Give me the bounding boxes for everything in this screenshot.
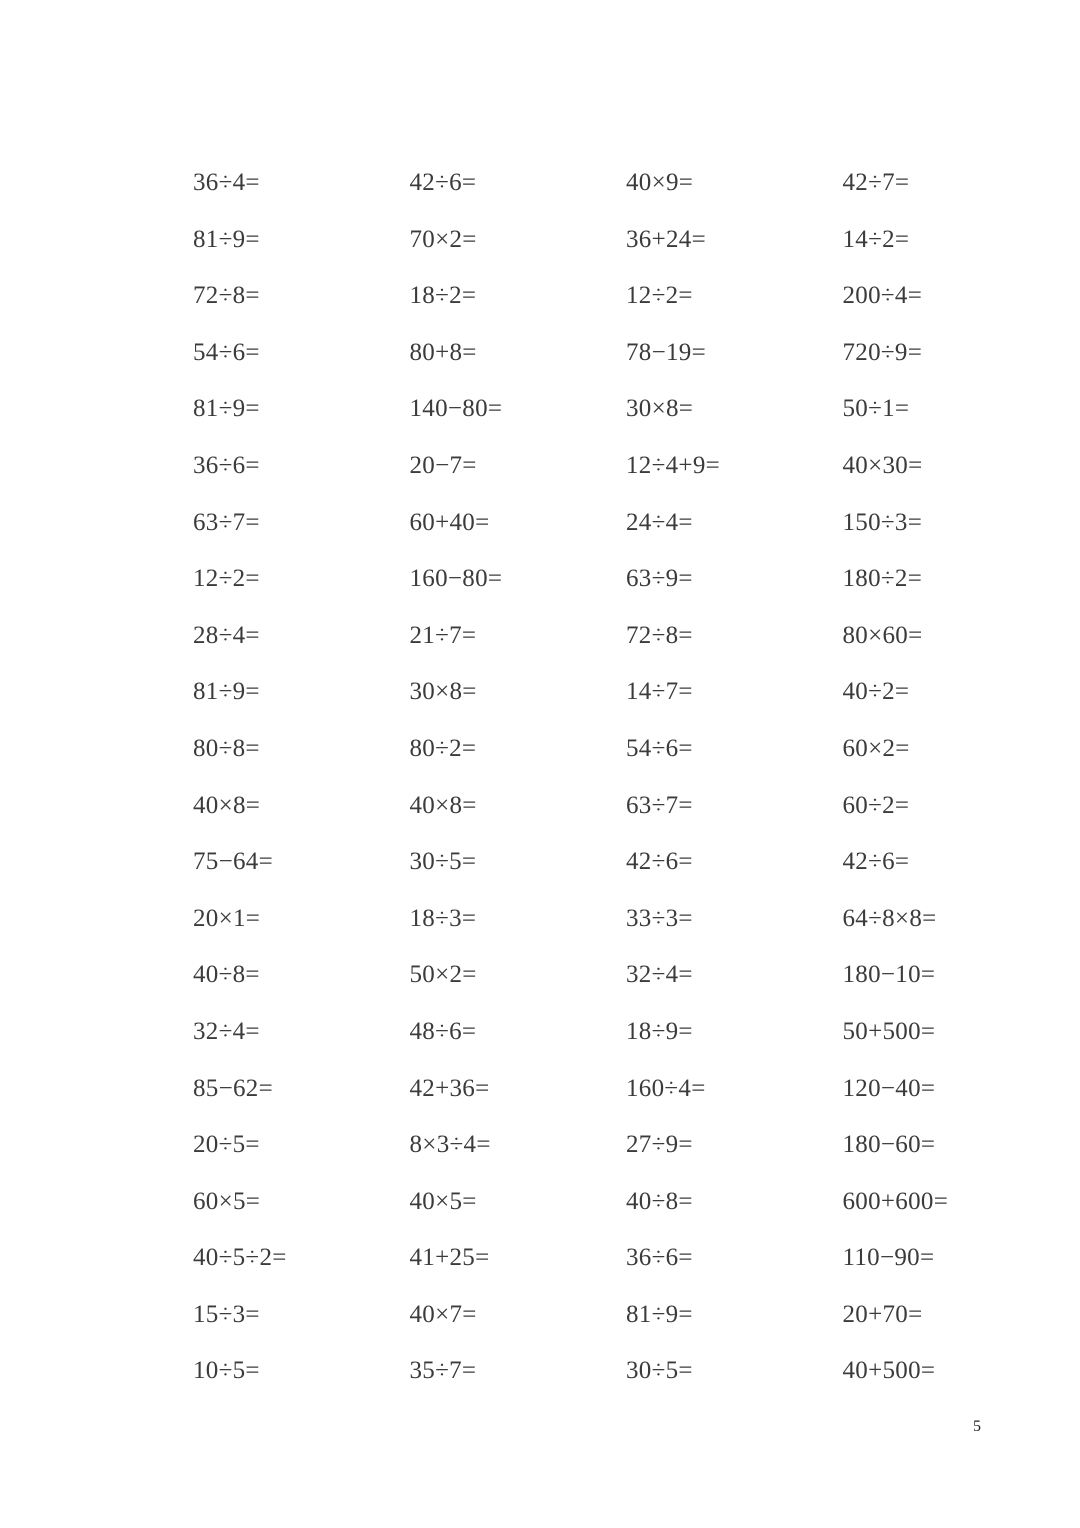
arithmetic-problem: 60+40= [409,508,490,536]
arithmetic-problem: 40×8= [409,791,477,819]
arithmetic-problem: 40×8= [193,791,261,819]
arithmetic-problem: 63÷7= [626,791,693,819]
arithmetic-problem: 600+600= [842,1187,949,1215]
arithmetic-problem: 10÷5= [193,1357,260,1385]
arithmetic-problem: 41+25= [409,1244,490,1272]
arithmetic-problem: 160÷4= [626,1074,706,1102]
arithmetic-problem: 110−90= [842,1244,935,1272]
arithmetic-problem: 30÷5= [626,1357,693,1385]
arithmetic-problem: 40×9= [626,169,694,196]
arithmetic-problem: 40÷2= [842,678,910,706]
arithmetic-problem: 36÷6= [626,1244,693,1272]
arithmetic-problem: 80÷2= [409,734,477,762]
arithmetic-problem: 63÷9= [626,565,693,593]
arithmetic-problem: 80+8= [409,338,477,366]
arithmetic-problem: 81÷9= [193,678,260,706]
arithmetic-problem: 12÷2= [626,282,693,310]
arithmetic-problem: 18÷3= [409,904,477,932]
arithmetic-problem: 27÷9= [626,1131,693,1159]
arithmetic-problem: 75−64= [193,848,273,876]
arithmetic-problem: 70×2= [409,225,477,253]
arithmetic-problem: 81÷9= [193,395,260,423]
page-number: 5 [973,1418,981,1435]
arithmetic-problem: 32÷4= [193,1017,260,1045]
arithmetic-problem: 85−62= [193,1074,273,1102]
arithmetic-problem: 60×5= [193,1187,261,1215]
arithmetic-problem: 15÷3= [193,1300,260,1328]
arithmetic-problem: 12÷2= [193,565,260,593]
arithmetic-problem: 63÷7= [193,508,260,536]
arithmetic-problem: 81÷9= [193,225,260,253]
arithmetic-problem: 36+24= [626,225,706,253]
arithmetic-problem: 50+500= [842,1017,936,1045]
arithmetic-problem: 21÷7= [409,621,477,649]
arithmetic-problem: 54÷6= [193,338,260,366]
arithmetic-problem: 42÷7= [842,169,910,196]
arithmetic-problem: 72÷8= [193,282,260,310]
arithmetic-problem: 24÷4= [626,508,693,536]
arithmetic-problem: 12÷4+9= [626,451,721,479]
arithmetic-problem: 200÷4= [842,282,923,310]
arithmetic-problem: 150÷3= [842,508,923,536]
arithmetic-problem: 18÷2= [409,282,477,310]
arithmetic-problem: 8×3÷4= [409,1131,491,1159]
arithmetic-problem: 40×5= [409,1187,477,1215]
arithmetic-problem: 50×2= [409,961,477,989]
arithmetic-problem: 18÷9= [626,1017,693,1045]
arithmetic-problem: 140−80= [409,395,503,423]
arithmetic-problem: 36÷4= [193,169,260,196]
arithmetic-problem: 20×1= [193,904,261,932]
arithmetic-problem: 30×8= [626,395,694,423]
arithmetic-problem: 36÷6= [193,451,260,479]
arithmetic-problem: 48÷6= [409,1017,477,1045]
arithmetic-problem: 180−10= [842,961,936,989]
arithmetic-problem: 60÷2= [842,791,910,819]
arithmetic-problem: 120−40= [842,1074,936,1102]
arithmetic-problem: 40×7= [409,1300,477,1328]
arithmetic-problem: 180÷2= [842,565,923,593]
arithmetic-problem: 20−7= [409,451,477,479]
arithmetic-problem: 40÷8= [193,961,260,989]
arithmetic-problem: 40×30= [842,451,923,479]
arithmetic-problem: 35÷7= [409,1357,477,1385]
arithmetic-problem: 42÷6= [409,169,477,196]
arithmetic-problem: 160−80= [409,565,503,593]
arithmetic-problem-grid [193,165,993,1410]
arithmetic-problem: 50÷1= [842,395,910,423]
arithmetic-problem: 40÷8= [626,1187,693,1215]
arithmetic-problem: 42÷6= [626,848,693,876]
arithmetic-problem: 28÷4= [193,621,260,649]
arithmetic-problem: 42+36= [409,1074,490,1102]
arithmetic-problem: 20+70= [842,1300,923,1328]
arithmetic-problem: 180−60= [842,1131,936,1159]
arithmetic-problem: 720÷9= [842,338,923,366]
arithmetic-problem: 30÷5= [409,848,477,876]
arithmetic-problem: 54÷6= [626,734,693,762]
arithmetic-problem: 42÷6= [842,848,910,876]
arithmetic-problem: 40÷5÷2= [193,1244,287,1272]
arithmetic-problem: 80×60= [842,621,923,649]
arithmetic-problem: 20÷5= [193,1131,260,1159]
arithmetic-problem: 40+500= [842,1357,936,1385]
arithmetic-problem: 81÷9= [626,1300,693,1328]
arithmetic-problem: 80÷8= [193,734,260,762]
arithmetic-problem: 64÷8×8= [842,904,937,932]
arithmetic-problem: 14÷2= [842,225,910,253]
arithmetic-problem: 72÷8= [626,621,693,649]
arithmetic-problem: 30×8= [409,678,477,706]
arithmetic-problem: 33÷3= [626,904,693,932]
arithmetic-problem: 14÷7= [626,678,693,706]
arithmetic-problem: 78−19= [626,338,706,366]
arithmetic-problem: 60×2= [842,734,910,762]
arithmetic-problem: 32÷4= [626,961,693,989]
